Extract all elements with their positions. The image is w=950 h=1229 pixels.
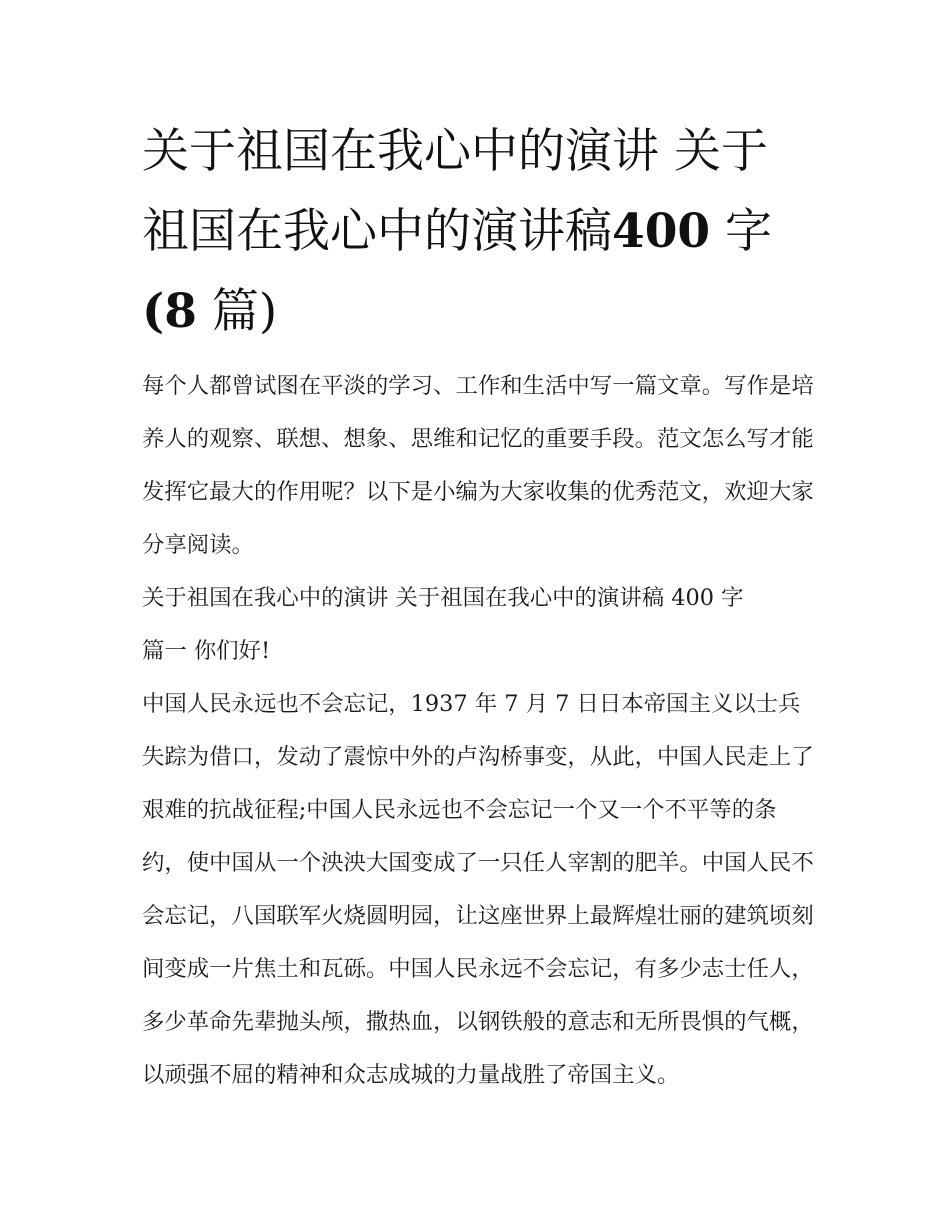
speech-greeting: 篇一 你们好!	[142, 638, 271, 664]
title-text-part3: 字	[710, 204, 773, 259]
intro-paragraph: 每个人都曾试图在平淡的学习、工作和生活中写一篇文章。写作是培养人的观察、联想、想象、思维和记忆的重要手段。范文怎么写才能发挥它最大的作用呢？以下是小编为大家收集的优秀范文，欢迎大家分享阅读。	[142, 373, 814, 558]
document-title	[142, 112, 814, 352]
title-text-part1: 关于祖国在我心中的演讲 关于祖国在我心中的演讲稿	[142, 124, 768, 259]
title-text-part5: 篇)	[196, 284, 278, 339]
title-number: 400	[612, 204, 711, 259]
document-body	[142, 112, 814, 1102]
title-count: (8	[142, 284, 197, 339]
speech-heading: 关于祖国在我心中的演讲 关于祖国在我心中的演讲稿 400 字	[142, 585, 744, 611]
speech-body-paragraph: 中国人民永远也不会忘记，1937 年 7 月 7 日日本帝国主义以士兵失踪为借口，发动了震惊中外的卢沟桥事变，从此，中国人民走上了艰难的抗战征程;中国人民永远也不会忘记一个又一个不平等的条约，使中国从一个泱泱大国变成了一只任人宰割的肥羊。中国人民不会忘记，八国联军火烧圆明园，让这座世界上最辉煌壮丽的建筑顷刻间变成一片焦土和瓦砾。中国人民永远不会忘记，有多少志士任人，多少革命先辈抛头颅，撒热血，以钢铁般的意志和无所畏惧的气概，以顽强不屈的精神和众志成城的力量战胜了帝国主义。	[142, 691, 814, 1088]
